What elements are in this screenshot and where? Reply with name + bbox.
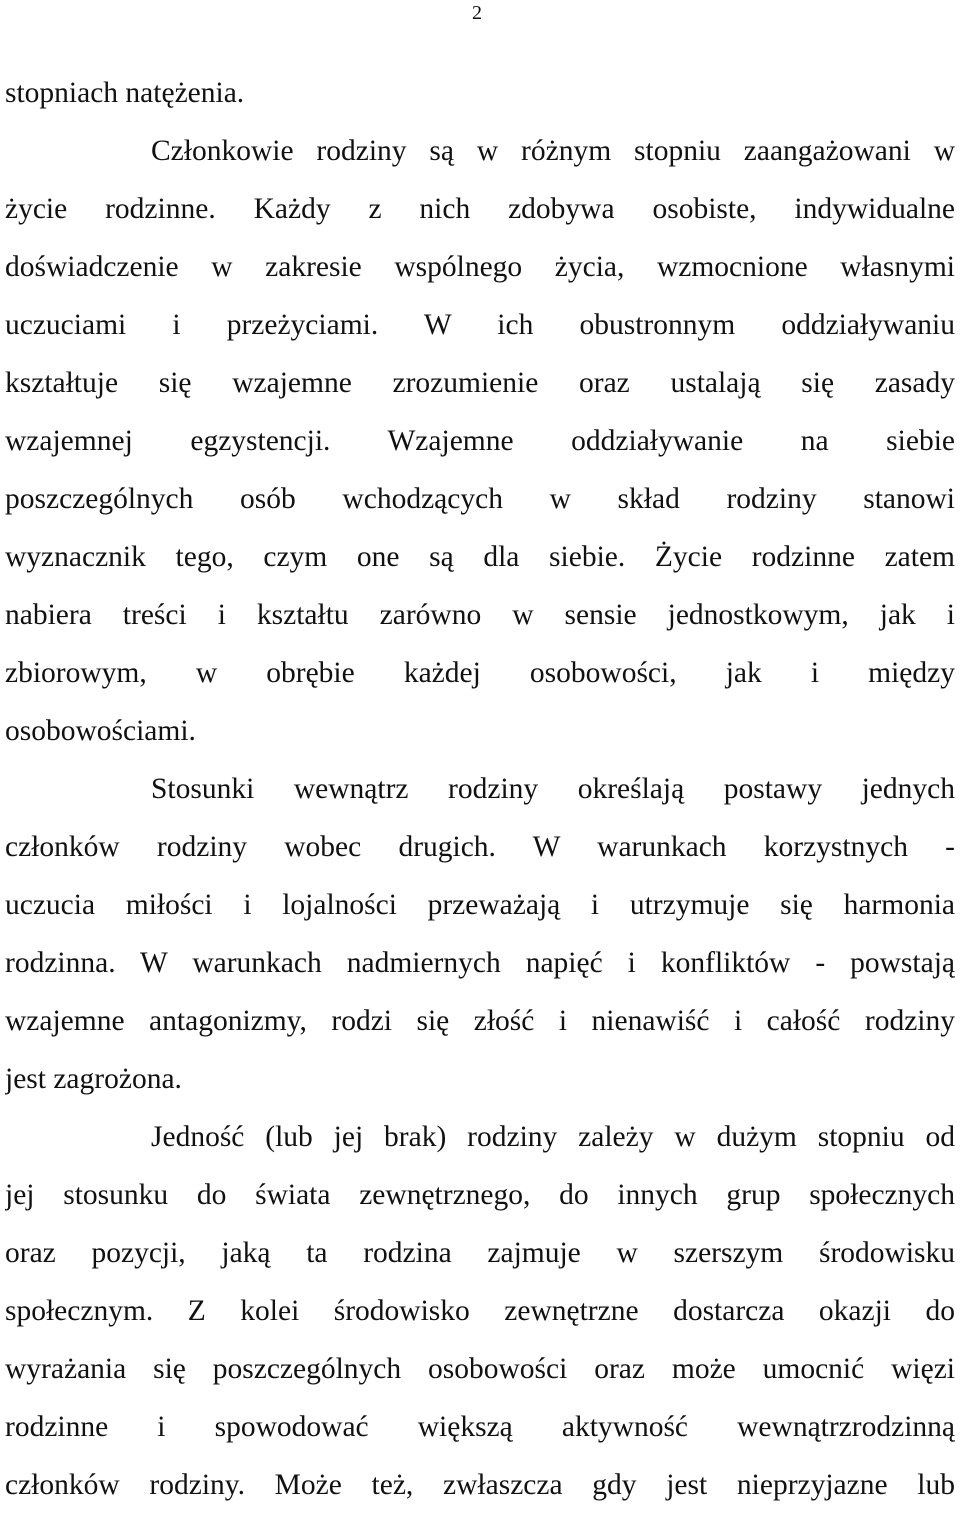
text-line: rodzinna. W warunkach nadmiernych napięć i konfliktów - powstają: [5, 947, 955, 979]
text-line: kształtuje się wzajemne zrozumienie oraz ustalają się zasady: [5, 367, 955, 399]
text-line: życie rodzinne. Każdy z nich zdobywa osobiste, indywidualne: [5, 193, 955, 225]
text-line: zbiorowym, w obrębie każdej osobowości, jak i między: [5, 657, 955, 689]
text-line: wzajemnej egzystencji. Wzajemne oddziaływanie na siebie: [5, 425, 955, 457]
text-line: Stosunki wewnątrz rodziny określają postawy jednych: [151, 773, 955, 805]
text-line: rodzinne i spowodować większą aktywność wewnątrzrodzinną: [5, 1411, 955, 1443]
text-line: członków rodziny wobec drugich. W warunkach korzystnych -: [5, 831, 955, 863]
page-number: 2: [472, 2, 482, 24]
text-line: społecznym. Z kolei środowisko zewnętrzne dostarcza okazji do: [5, 1295, 955, 1327]
text-line: jej stosunku do świata zewnętrznego, do innych grup społecznych: [5, 1179, 955, 1211]
document-body: [5, 64, 955, 1514]
text-line: jest zagrożona.: [5, 1063, 182, 1095]
text-line: nabiera treści i kształtu zarówno w sensie jednostkowym, jak i: [5, 599, 955, 631]
text-line: członków rodziny. Może też, zwłaszcza gdy jest nieprzyjazne lub: [5, 1469, 955, 1501]
text-line: uczucia miłości i lojalności przeważają i utrzymuje się harmonia: [5, 889, 955, 921]
text-line: osobowościami.: [5, 715, 196, 747]
text-line: stopniach natężenia.: [5, 77, 245, 109]
text-line: uczuciami i przeżyciami. W ich obustronnym oddziaływaniu: [5, 309, 955, 341]
text-line: doświadczenie w zakresie wspólnego życia, wzmocnione własnymi: [5, 251, 955, 283]
text-line: wyznacznik tego, czym one są dla siebie. Życie rodzinne zatem: [5, 541, 955, 573]
text-line: Członkowie rodziny są w różnym stopniu zaangażowani w: [151, 135, 955, 167]
text-line: Jedność (lub jej brak) rodziny zależy w dużym stopniu od: [151, 1121, 955, 1153]
text-line: oraz pozycji, jaką ta rodzina zajmuje w szerszym środowisku: [5, 1237, 955, 1269]
text-line: wyrażania się poszczególnych osobowości oraz może umocnić więzi: [5, 1353, 955, 1385]
text-line: poszczególnych osób wchodzących w skład rodziny stanowi: [5, 483, 955, 515]
text-line: wzajemne antagonizmy, rodzi się złość i nienawiść i całość rodziny: [5, 1005, 955, 1037]
